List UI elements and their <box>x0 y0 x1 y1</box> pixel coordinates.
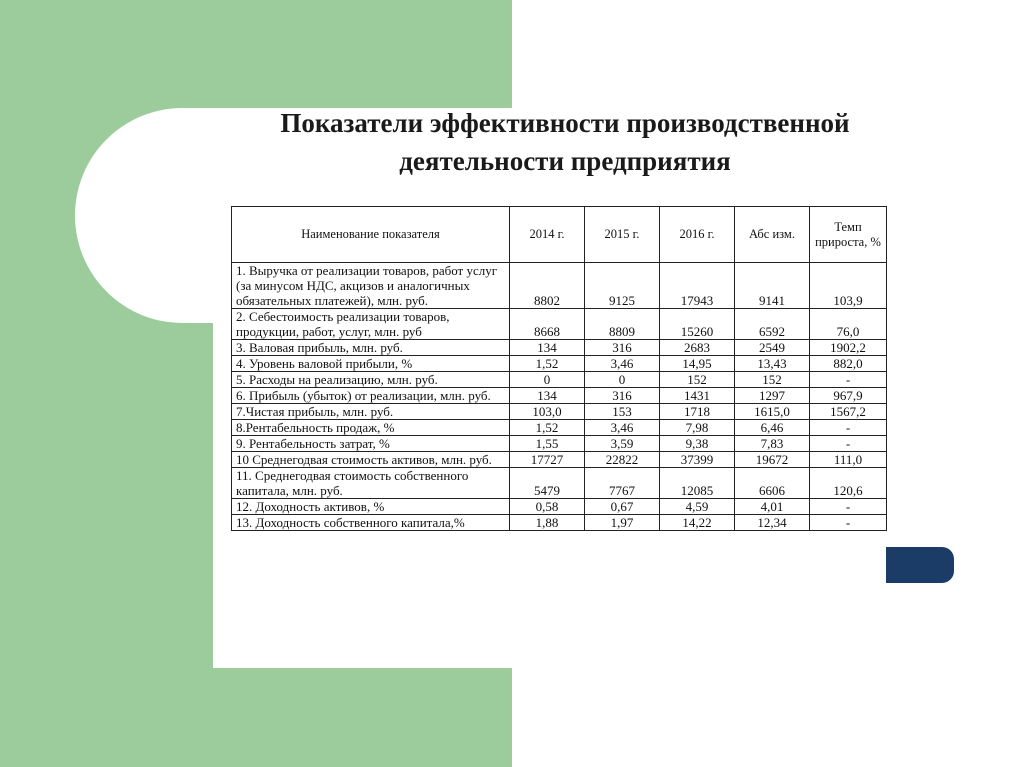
cell-abs-change: 6606 <box>735 468 810 499</box>
cell-2015: 1,97 <box>585 515 660 531</box>
cell-abs-change: 1615,0 <box>735 404 810 420</box>
cell-2015: 0,67 <box>585 499 660 515</box>
cell-growth-rate: 1567,2 <box>810 404 887 420</box>
cell-2014: 134 <box>510 340 585 356</box>
cell-2015: 153 <box>585 404 660 420</box>
cell-2015: 7767 <box>585 468 660 499</box>
cell-2014: 1,88 <box>510 515 585 531</box>
cell-2016: 2683 <box>660 340 735 356</box>
cell-abs-change: 9141 <box>735 263 810 309</box>
cell-abs-change: 6592 <box>735 309 810 340</box>
cell-growth-rate: 967,9 <box>810 388 887 404</box>
cell-abs-change: 4,01 <box>735 499 810 515</box>
cell-2016: 14,95 <box>660 356 735 372</box>
cell-2015: 316 <box>585 388 660 404</box>
header-abs-change: Абс изм. <box>735 207 810 263</box>
table-row <box>232 372 887 388</box>
header-name: Наименование показателя <box>232 207 510 263</box>
header-2015: 2015 г. <box>585 207 660 263</box>
cell-2015: 8809 <box>585 309 660 340</box>
cell-indicator-name: 1. Выручка от реализации товаров, работ услуг (за минусом НДС, акцизов и аналогичных обязательных платежей), млн. руб. <box>232 263 510 309</box>
cell-growth-rate: 120,6 <box>810 468 887 499</box>
cell-2014: 0 <box>510 372 585 388</box>
table-row <box>232 515 887 531</box>
cell-2016: 7,98 <box>660 420 735 436</box>
cell-growth-rate: 76,0 <box>810 309 887 340</box>
cell-2016: 37399 <box>660 452 735 468</box>
table-row <box>232 404 887 420</box>
cell-growth-rate: 111,0 <box>810 452 887 468</box>
cell-2015: 3,46 <box>585 356 660 372</box>
cell-2016: 14,22 <box>660 515 735 531</box>
cell-2015: 0 <box>585 372 660 388</box>
table-body <box>232 263 887 531</box>
table-header-row <box>232 207 887 263</box>
cell-indicator-name: 12. Доходность активов, % <box>232 499 510 515</box>
table-row <box>232 388 887 404</box>
indicators-table <box>231 206 887 531</box>
cell-2014: 134 <box>510 388 585 404</box>
cell-2014: 1,52 <box>510 420 585 436</box>
cell-abs-change: 6,46 <box>735 420 810 436</box>
cell-2016: 12085 <box>660 468 735 499</box>
header-2016: 2016 г. <box>660 207 735 263</box>
cell-growth-rate: 882,0 <box>810 356 887 372</box>
cell-2015: 3,59 <box>585 436 660 452</box>
cell-2015: 316 <box>585 340 660 356</box>
cell-abs-change: 7,83 <box>735 436 810 452</box>
cell-2016: 152 <box>660 372 735 388</box>
cell-indicator-name: 11. Среднегодвая стоимость собственного капитала, млн. руб. <box>232 468 510 499</box>
cell-indicator-name: 7.Чистая прибыль, млн. руб. <box>232 404 510 420</box>
cell-2015: 9125 <box>585 263 660 309</box>
cell-2016: 1431 <box>660 388 735 404</box>
cell-growth-rate: - <box>810 515 887 531</box>
header-2014: 2014 г. <box>510 207 585 263</box>
title-line-1: Показатели эффективности производственной <box>280 108 850 138</box>
cell-2016: 4,59 <box>660 499 735 515</box>
cell-2016: 15260 <box>660 309 735 340</box>
cell-2014: 17727 <box>510 452 585 468</box>
cell-2015: 22822 <box>585 452 660 468</box>
cell-abs-change: 12,34 <box>735 515 810 531</box>
cell-indicator-name: 3. Валовая прибыль, млн. руб. <box>232 340 510 356</box>
navy-decorative-tab <box>886 547 954 583</box>
table-row <box>232 468 887 499</box>
cell-growth-rate: - <box>810 372 887 388</box>
cell-2016: 17943 <box>660 263 735 309</box>
cell-abs-change: 13,43 <box>735 356 810 372</box>
cell-2014: 5479 <box>510 468 585 499</box>
cell-indicator-name: 10 Среднегодвая стоимость активов, млн. руб. <box>232 452 510 468</box>
cell-abs-change: 2549 <box>735 340 810 356</box>
table-row <box>232 356 887 372</box>
slide-title <box>150 104 980 180</box>
cell-indicator-name: 2. Себестоимость реализации товаров, продукции, работ, услуг, млн. руб <box>232 309 510 340</box>
cell-2014: 8802 <box>510 263 585 309</box>
cell-indicator-name: 5. Расходы на реализацию, млн. руб. <box>232 372 510 388</box>
table-row <box>232 452 887 468</box>
table-row <box>232 340 887 356</box>
cell-2014: 0,58 <box>510 499 585 515</box>
cell-abs-change: 1297 <box>735 388 810 404</box>
cell-abs-change: 152 <box>735 372 810 388</box>
cell-2014: 1,52 <box>510 356 585 372</box>
cell-growth-rate: 1902,2 <box>810 340 887 356</box>
cell-growth-rate: 103,9 <box>810 263 887 309</box>
cell-growth-rate: - <box>810 436 887 452</box>
title-line-2: деятельности предприятия <box>399 146 731 176</box>
table-row <box>232 263 887 309</box>
cell-indicator-name: 4. Уровень валовой прибыли, % <box>232 356 510 372</box>
cell-abs-change: 19672 <box>735 452 810 468</box>
table-row <box>232 309 887 340</box>
cell-indicator-name: 9. Рентабельность затрат, % <box>232 436 510 452</box>
cell-2014: 103,0 <box>510 404 585 420</box>
header-growth-rate: Темп прироста, % <box>810 207 887 263</box>
cell-indicator-name: 13. Доходность собственного капитала,% <box>232 515 510 531</box>
table-row <box>232 436 887 452</box>
cell-growth-rate: - <box>810 499 887 515</box>
table-row <box>232 420 887 436</box>
cell-indicator-name: 6. Прибыль (убыток) от реализации, млн. руб. <box>232 388 510 404</box>
cell-2016: 9,38 <box>660 436 735 452</box>
cell-2016: 1718 <box>660 404 735 420</box>
cell-2014: 8668 <box>510 309 585 340</box>
table-row <box>232 499 887 515</box>
cell-2015: 3,46 <box>585 420 660 436</box>
cell-growth-rate: - <box>810 420 887 436</box>
cell-2014: 1,55 <box>510 436 585 452</box>
cell-indicator-name: 8.Рентабельность продаж, % <box>232 420 510 436</box>
